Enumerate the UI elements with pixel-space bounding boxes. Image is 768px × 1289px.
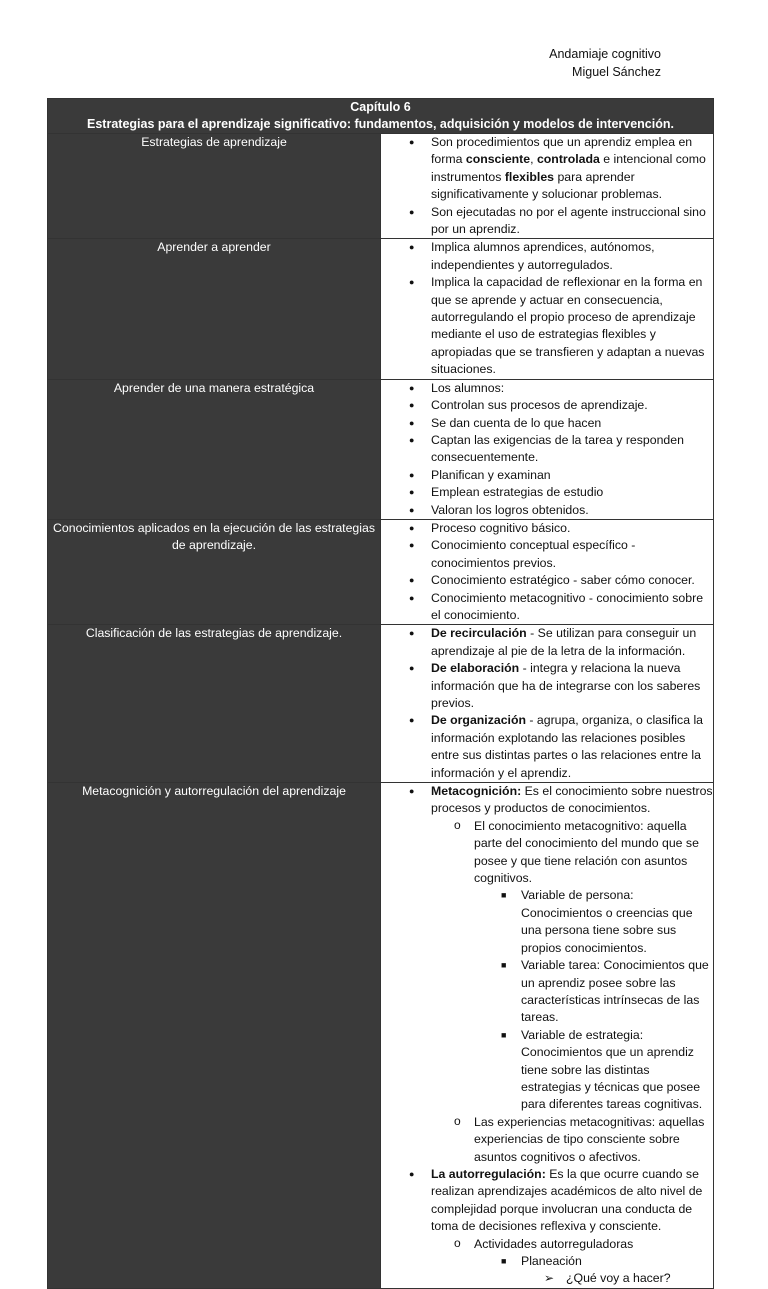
table-row — [48, 625, 714, 783]
chapter-subtitle: Estrategias para el aprendizaje significativo: fundamentos, adquisición y modelos de intervención. — [87, 117, 674, 131]
table-row — [48, 519, 714, 624]
table-row — [48, 239, 714, 379]
list-item: ● Conocimiento conceptual específico - conocimientos previos. — [381, 537, 713, 572]
sub-list — [431, 818, 713, 1166]
list-item: ● Controlan sus procesos de aprendizaje. — [381, 397, 713, 414]
list-item: ● Emplean estrategias de estudio — [381, 484, 713, 501]
title-row — [48, 99, 714, 134]
list-item: ● Conocimiento metacognitivo - conocimiento sobre el conocimiento. — [381, 590, 713, 625]
sub-sub-list — [474, 1253, 713, 1288]
list-item: o Actividades autorreguladoras ■ Planeación ➢ ¿Qué voy a hacer? — [381, 1236, 713, 1288]
list-item: ● Captan las exigencias de la tarea y responden consecuentemente. — [381, 432, 713, 467]
list-item: ● La autorregulación: Es la que ocurre cuando se realizan aprendizajes académicos de alto nivel de complejidad porque involucran una conducta de toma de decisiones reflexiva y consciente. o Actividades autorreguladoras ■ Planeación ➢ ¿Qué voy a hacer? — [381, 1166, 713, 1288]
table-row — [48, 379, 714, 519]
bullet-list — [381, 134, 713, 238]
list-item: ● Metacognición: Es el conocimiento sobre nuestros procesos y productos de conocimientos. o El conocimiento metacognitivo: aquella parte del conocimiento del mundo que se posee y que tiene relación con asuntos cognitivos. ■ Variable de persona: Conocimientos o creencias que una persona tiene sobre sus propios conocimientos. ■ Variable tarea: Conocimientos que un aprendiz posee sobre las características intrínsecas de las tareas. ■ Variable de estrategia: Conocimientos que un aprendiz tiene sobre las distintas estrategias y técnicas que posee para diferentes tareas cognitivas. o Las experiencias metacognitivas: aquellas experiencias de tipo consciente sobre asuntos cognitivos o afectivos. — [381, 783, 713, 1166]
row-content — [381, 379, 714, 519]
row-content — [381, 783, 714, 1289]
row-content — [381, 519, 714, 624]
table-row — [48, 783, 714, 1289]
list-item: ● De organización - agrupa, organiza, o clasifica la información explotando las relaciones posibles entre sus distintas partes o las relaciones entre la información y el aprendiz. — [381, 712, 713, 782]
bullet-list — [381, 239, 713, 378]
bullet-list — [381, 380, 713, 519]
summary-table — [47, 98, 714, 1289]
list-item: o Las experiencias metacognitivas: aquellas experiencias de tipo consciente sobre asuntos cognitivos o afectivos. — [381, 1114, 713, 1166]
list-item: o El conocimiento metacognitivo: aquella parte del conocimiento del mundo que se posee y que tiene relación con asuntos cognitivos. ■ Variable de persona: Conocimientos o creencias que una persona tiene sobre sus propios conocimientos. ■ Variable tarea: Conocimientos que un aprendiz posee sobre las características intrínsecas de las tareas. ■ Variable de estrategia: Conocimientos que un aprendiz tiene sobre las distintas estrategias y técnicas que posee para diferentes tareas cognitivas. — [381, 818, 713, 1114]
sub-sub-list — [474, 887, 713, 1113]
list-item: ■ Variable tarea: Conocimientos que un aprendiz posee sobre las características intrínsecas de las tareas. — [381, 957, 713, 1027]
row-label: Aprender a aprender — [48, 239, 381, 379]
list-item: ■ Variable de estrategia: Conocimientos que un aprendiz tiene sobre las distintas estrategias y técnicas que posee para diferentes tareas cognitivas. — [381, 1027, 713, 1114]
table-title — [48, 99, 714, 134]
list-item: ➢ ¿Qué voy a hacer? — [381, 1270, 713, 1287]
bullet-list — [381, 625, 713, 782]
chapter-title: Capítulo 6 — [350, 100, 411, 114]
list-item: ● Son ejecutadas no por el agente instruccional sino por un aprendiz. — [381, 204, 713, 239]
list-item: ● Son procedimientos que un aprendiz emplea en forma consciente, controlada e intencional como instrumentos flexibles para aprender significativamente y solucionar problemas. — [381, 134, 713, 204]
list-item: ● Proceso cognitivo básico. — [381, 520, 713, 537]
list-item: ● Planifican y examinan — [381, 467, 713, 484]
list-item: ● Valoran los logros obtenidos. — [381, 502, 713, 519]
row-label: Estrategias de aprendizaje — [48, 134, 381, 239]
document-header — [549, 45, 661, 81]
row-label: Metacognición y autorregulación del aprendizaje — [48, 783, 381, 1289]
list-item: ● Implica alumnos aprendices, autónomos, independientes y autorregulados. — [381, 239, 713, 274]
list-item: ● De recirculación - Se utilizan para conseguir un aprendizaje al pie de la letra de la información. — [381, 625, 713, 660]
list-item: ● Los alumnos: — [381, 380, 713, 397]
sub-list — [431, 1236, 713, 1288]
row-label: Conocimientos aplicados en la ejecución de las estrategias de aprendizaje. — [48, 519, 381, 624]
bullet-list — [381, 520, 713, 624]
table-row — [48, 134, 714, 239]
list-item: ■ Variable de persona: Conocimientos o creencias que una persona tiene sobre sus propios conocimientos. — [381, 887, 713, 957]
arrow-list — [521, 1270, 713, 1287]
row-content — [381, 134, 714, 239]
list-item: ● Implica la capacidad de reflexionar en la forma en que se aprende y actuar en consecuencia, autorregulando el propio proceso de aprendizaje mediante el uso de estrategias flexibles y apropiadas que se transfieren y adaptan a nuevas situaciones. — [381, 274, 713, 378]
row-label: Aprender de una manera estratégica — [48, 379, 381, 519]
list-item: ● Conocimiento estratégico - saber cómo conocer. — [381, 572, 713, 589]
header-course: Andamiaje cognitivo — [549, 47, 661, 61]
bullet-list — [381, 783, 713, 1288]
row-content — [381, 239, 714, 379]
row-label: Clasificación de las estrategias de aprendizaje. — [48, 625, 381, 783]
list-item: ■ Planeación ➢ ¿Qué voy a hacer? — [381, 1253, 713, 1288]
row-content — [381, 625, 714, 783]
list-item: ● Se dan cuenta de lo que hacen — [381, 415, 713, 432]
header-author: Miguel Sánchez — [572, 65, 661, 79]
list-item: ● De elaboración - integra y relaciona la nueva información que ha de integrarse con los saberes previos. — [381, 660, 713, 712]
